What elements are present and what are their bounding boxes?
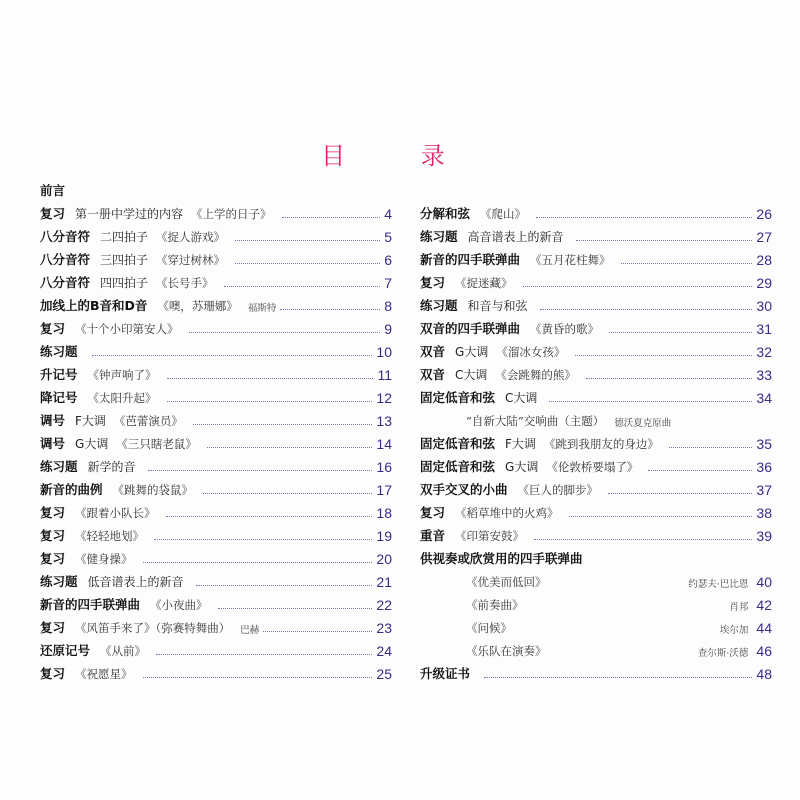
entry-category: 重音 [420, 528, 446, 543]
toc-entry[interactable] [420, 429, 772, 452]
dot-leader [203, 493, 372, 494]
dot-leader [154, 539, 372, 540]
toc-entry[interactable] [40, 245, 392, 268]
toc-entry[interactable] [40, 590, 392, 613]
entry-category: 练习题 [420, 229, 458, 244]
entry-composer: 肖邦 [729, 602, 749, 613]
dot-leader [167, 378, 374, 379]
entry-piece-title: 《捉人游戏》 [156, 230, 226, 244]
entry-piece-title: 《轻轻地划》 [75, 529, 145, 543]
entry-category: 复习 [40, 528, 66, 543]
entry-page-number: 20 [376, 551, 392, 567]
entry-category: 固定低音和弦 [420, 390, 496, 405]
toc-entry[interactable] [420, 567, 772, 590]
toc-entry[interactable] [40, 406, 392, 429]
entry-category: 复习 [40, 666, 66, 681]
entry-subtopic: F大调 [505, 437, 536, 451]
entry-category: 升级证书 [420, 666, 471, 681]
entry-piece-title: 《黄昏的歌》 [530, 322, 600, 336]
entry-category: 复习 [40, 620, 66, 635]
entry-piece-title: 《太阳升起》 [87, 391, 157, 405]
toc-entry[interactable] [420, 222, 772, 245]
entry-piece-title: 《穿过树林》 [156, 253, 226, 267]
entry-category: 复习 [420, 505, 446, 520]
toc-entry[interactable] [420, 475, 772, 498]
toc-entry[interactable] [420, 199, 772, 222]
entry-category: 固定低音和弦 [420, 459, 496, 474]
entry-page-number: 8 [384, 298, 392, 314]
entry-subtopic: C大调 [455, 368, 488, 382]
dot-leader [156, 654, 372, 655]
entry-piece-title: 《伦敦桥要塌了》 [546, 460, 639, 474]
entry-page-number: 28 [756, 252, 772, 268]
toc-entry[interactable] [420, 659, 772, 682]
entry-category: 固定低音和弦 [420, 436, 496, 451]
entry-page-number: 25 [376, 666, 392, 682]
toc-entry[interactable] [40, 337, 392, 360]
toc-entry[interactable] [40, 383, 392, 406]
entry-page-number: 29 [756, 275, 772, 291]
entry-page-number: 30 [756, 298, 772, 314]
entry-piece-title: “自新大陆”交响曲（主题） [466, 414, 605, 428]
toc-entry[interactable] [420, 613, 772, 636]
entry-subtopic: 二四拍子 [100, 230, 149, 244]
entry-subtopic: 和音与和弦 [467, 299, 528, 313]
entry-page-number: 24 [376, 643, 392, 659]
entry-category: 八分音符 [40, 275, 91, 290]
toc-entry[interactable] [420, 636, 772, 659]
entry-page-number: 32 [756, 344, 772, 360]
toc-left-column [40, 176, 392, 682]
dot-leader [218, 608, 373, 609]
dot-leader [549, 401, 752, 402]
page-title: 目 录 [321, 142, 479, 170]
dot-leader [608, 493, 752, 494]
entry-piece-title: 《从前》 [100, 644, 147, 658]
entry-category: 复习 [40, 505, 66, 520]
dot-leader [569, 516, 753, 517]
toc-entry[interactable] [40, 659, 392, 682]
dot-leader [523, 286, 753, 287]
entry-piece-title: 《跟着小队长》 [75, 506, 156, 520]
entry-composer: 德沃夏克原曲 [614, 418, 672, 429]
entry-piece-title: 《祝愿星》 [75, 667, 133, 681]
entry-category: 双音 [420, 344, 446, 359]
dot-leader [484, 677, 752, 678]
entry-page-number: 7 [384, 275, 392, 291]
entry-page-number: 12 [376, 390, 392, 406]
dot-leader [263, 631, 372, 632]
dot-leader [586, 378, 753, 379]
entry-category: 新音的曲例 [40, 482, 103, 497]
entry-page-number: 33 [756, 367, 772, 383]
dot-leader [235, 263, 380, 264]
dot-leader [167, 401, 373, 402]
entry-subtopic: C大调 [505, 391, 538, 405]
toc-entry[interactable] [40, 567, 392, 590]
entry-page-number: 17 [376, 482, 392, 498]
dot-leader [189, 332, 381, 333]
toc-entry[interactable] [40, 544, 392, 567]
entry-piece-title: 《问候》 [466, 621, 512, 635]
entry-page-number: 6 [384, 252, 392, 268]
entry-piece-title: 《优美而低回》 [466, 575, 547, 589]
toc-entry[interactable] [420, 544, 772, 567]
toc-entry[interactable] [40, 452, 392, 475]
entry-subtopic: G大调 [455, 345, 489, 359]
entry-piece-title: 《巨人的脚步》 [517, 483, 599, 497]
entry-piece-title: 《钟声响了》 [87, 368, 157, 382]
entry-piece-title: 《五月花柱舞》 [530, 253, 611, 267]
entry-piece-title: 《上学的日子》 [191, 207, 272, 221]
toc-entry[interactable] [40, 176, 392, 199]
entry-piece-title: 《爬山》 [480, 207, 527, 221]
entry-piece-title: 《捉迷藏》 [455, 276, 513, 290]
entry-subtopic: G大调 [75, 437, 109, 451]
toc-entry[interactable] [40, 521, 392, 544]
entry-piece-title: 《溜冰女孩》 [496, 345, 566, 359]
dot-leader [609, 332, 752, 333]
toc-entry[interactable] [420, 268, 772, 291]
dot-leader [193, 424, 373, 425]
dot-leader [536, 217, 752, 218]
dot-leader [207, 447, 373, 448]
entry-piece-title: 《健身操》 [75, 552, 133, 566]
entry-piece-title: 《三只瞎老鼠》 [116, 437, 197, 451]
toc-entry[interactable] [40, 314, 392, 337]
toc-entry[interactable] [420, 245, 772, 268]
entry-page-number: 23 [376, 620, 392, 636]
entry-page-number: 36 [756, 459, 772, 475]
entry-subtopic: 新学的音 [87, 460, 136, 474]
entry-page-number: 19 [376, 528, 392, 544]
entry-page-number: 40 [756, 574, 772, 590]
toc-entry[interactable] [420, 314, 772, 337]
entry-category: 降记号 [40, 390, 78, 405]
toc-entry[interactable] [40, 613, 392, 636]
dot-leader [92, 355, 373, 356]
entry-page-number: 21 [376, 574, 392, 590]
toc-entry[interactable] [420, 406, 772, 429]
entry-piece-title: 《印第安鼓》 [455, 529, 525, 543]
entry-composer: 巴赫 [240, 625, 260, 636]
entry-page-number: 37 [756, 482, 772, 498]
entry-piece-title: 《风笛手来了》（弥赛特舞曲） [75, 621, 231, 635]
entry-piece-title: 《长号手》 [156, 276, 214, 290]
entry-page-number: 22 [376, 597, 392, 613]
entry-piece-title: 《乐队在演奏》 [466, 644, 547, 658]
entry-category: 练习题 [40, 459, 78, 474]
entry-piece-title: 《稻草堆中的火鸡》 [455, 506, 559, 520]
dot-leader [143, 562, 373, 563]
entry-composer: 查尔斯·沃德 [697, 648, 749, 659]
toc-entry[interactable] [420, 337, 772, 360]
entry-page-number: 4 [384, 206, 392, 222]
entry-subtopic: G大调 [505, 460, 539, 474]
entry-category: 练习题 [40, 574, 78, 589]
entry-page-number: 38 [756, 505, 772, 521]
toc-entry[interactable] [420, 521, 772, 544]
dot-leader [166, 516, 373, 517]
entry-piece-title: 《十个小印第安人》 [75, 322, 179, 336]
entry-category: 复习 [40, 551, 66, 566]
toc-entry[interactable] [420, 291, 772, 314]
dot-leader [576, 240, 753, 241]
entry-piece-title: 《小夜曲》 [150, 598, 208, 612]
entry-category: 供视奏或欣赏用的四手联弹曲 [420, 551, 583, 566]
entry-page-number: 46 [756, 643, 772, 659]
entry-page-number: 5 [384, 229, 392, 245]
entry-page-number: 39 [756, 528, 772, 544]
toc-entry[interactable] [40, 268, 392, 291]
toc-entry[interactable] [420, 383, 772, 406]
entry-piece-title: 《噢，苏珊娜》 [157, 299, 238, 313]
toc-entry[interactable] [40, 475, 392, 498]
entry-category: 练习题 [420, 298, 458, 313]
entry-subtopic: 四四拍子 [100, 276, 149, 290]
toc-entry[interactable] [420, 498, 772, 521]
toc-entry[interactable] [420, 360, 772, 383]
dot-leader [669, 447, 753, 448]
entry-page-number: 14 [376, 436, 392, 452]
toc-entry[interactable] [40, 222, 392, 245]
entry-page-number: 31 [756, 321, 772, 337]
entry-page-number: 35 [756, 436, 772, 452]
entry-category: 复习 [40, 206, 66, 221]
entry-piece-title: 《会跳舞的熊》 [495, 368, 576, 382]
entry-category: 调号 [40, 436, 66, 451]
entry-subtopic: 三四拍子 [100, 253, 149, 267]
entry-category: 升记号 [40, 367, 78, 382]
dot-leader [196, 585, 373, 586]
entry-category: 新音的四手联弹曲 [420, 252, 521, 267]
dot-leader [280, 309, 380, 310]
dot-leader [575, 355, 752, 356]
entry-page-number: 34 [756, 390, 772, 406]
entry-subtopic: 第一册中学过的内容 [75, 207, 184, 221]
entry-page-number: 13 [376, 413, 392, 429]
dot-leader [148, 470, 373, 471]
toc-right-column [420, 176, 772, 682]
entry-page-number: 11 [377, 367, 392, 383]
entry-piece-title: 《芭蕾演员》 [113, 414, 183, 428]
entry-page-number: 18 [376, 505, 392, 521]
entry-page-number: 27 [756, 229, 772, 245]
entry-page-number: 48 [756, 666, 772, 682]
entry-piece-title: 《跳到我朋友的身边》 [543, 437, 659, 451]
dot-leader [648, 470, 752, 471]
toc-entry[interactable] [40, 360, 392, 383]
dot-leader [235, 240, 380, 241]
entry-category: 新音的四手联弹曲 [40, 597, 141, 612]
toc-entry[interactable] [420, 452, 772, 475]
entry-subtopic: 高音谱表上的新音 [467, 230, 564, 244]
entry-category: 复习 [40, 321, 66, 336]
entry-composer: 福斯特 [247, 303, 277, 314]
entry-category: 分解和弦 [420, 206, 471, 221]
entry-category: 练习题 [40, 344, 78, 359]
entry-subtopic: F大调 [75, 414, 106, 428]
toc-entry[interactable] [420, 590, 772, 613]
entry-page-number: 16 [376, 459, 392, 475]
entry-composer: 约瑟夫·巴比恩 [688, 579, 749, 590]
entry-category: 双手交叉的小曲 [420, 482, 508, 497]
toc-entry[interactable] [40, 199, 392, 222]
toc-spacer [420, 176, 772, 199]
entry-piece-title: 《跳舞的袋鼠》 [112, 483, 194, 497]
toc-entry[interactable] [40, 636, 392, 659]
entry-composer: 埃尔加 [719, 625, 749, 636]
entry-category: 还原记号 [40, 643, 91, 658]
entry-category: 八分音符 [40, 252, 91, 267]
dot-leader [143, 677, 373, 678]
entry-category: 双音 [420, 367, 446, 382]
entry-page-number: 10 [376, 344, 392, 360]
toc-entry[interactable] [40, 291, 392, 314]
entry-category: 加线上的B音和D音 [40, 298, 148, 313]
toc-entry[interactable] [40, 498, 392, 521]
dot-leader [540, 309, 753, 310]
entry-page-number: 42 [756, 597, 772, 613]
entry-category: 前言 [40, 183, 66, 198]
entry-category: 八分音符 [40, 229, 91, 244]
dot-leader [224, 286, 381, 287]
entry-piece-title: 《前奏曲》 [466, 598, 524, 612]
dot-leader [621, 263, 753, 264]
dot-leader [534, 539, 752, 540]
entry-page-number: 26 [756, 206, 772, 222]
entry-page-number: 9 [384, 321, 392, 337]
entry-page-number: 44 [756, 620, 772, 636]
toc-entry[interactable] [40, 429, 392, 452]
entry-subtopic: 低音谱表上的新音 [87, 575, 184, 589]
entry-category: 复习 [420, 275, 446, 290]
dot-leader [282, 217, 381, 218]
entry-category: 调号 [40, 413, 66, 428]
entry-category: 双音的四手联弹曲 [420, 321, 521, 336]
